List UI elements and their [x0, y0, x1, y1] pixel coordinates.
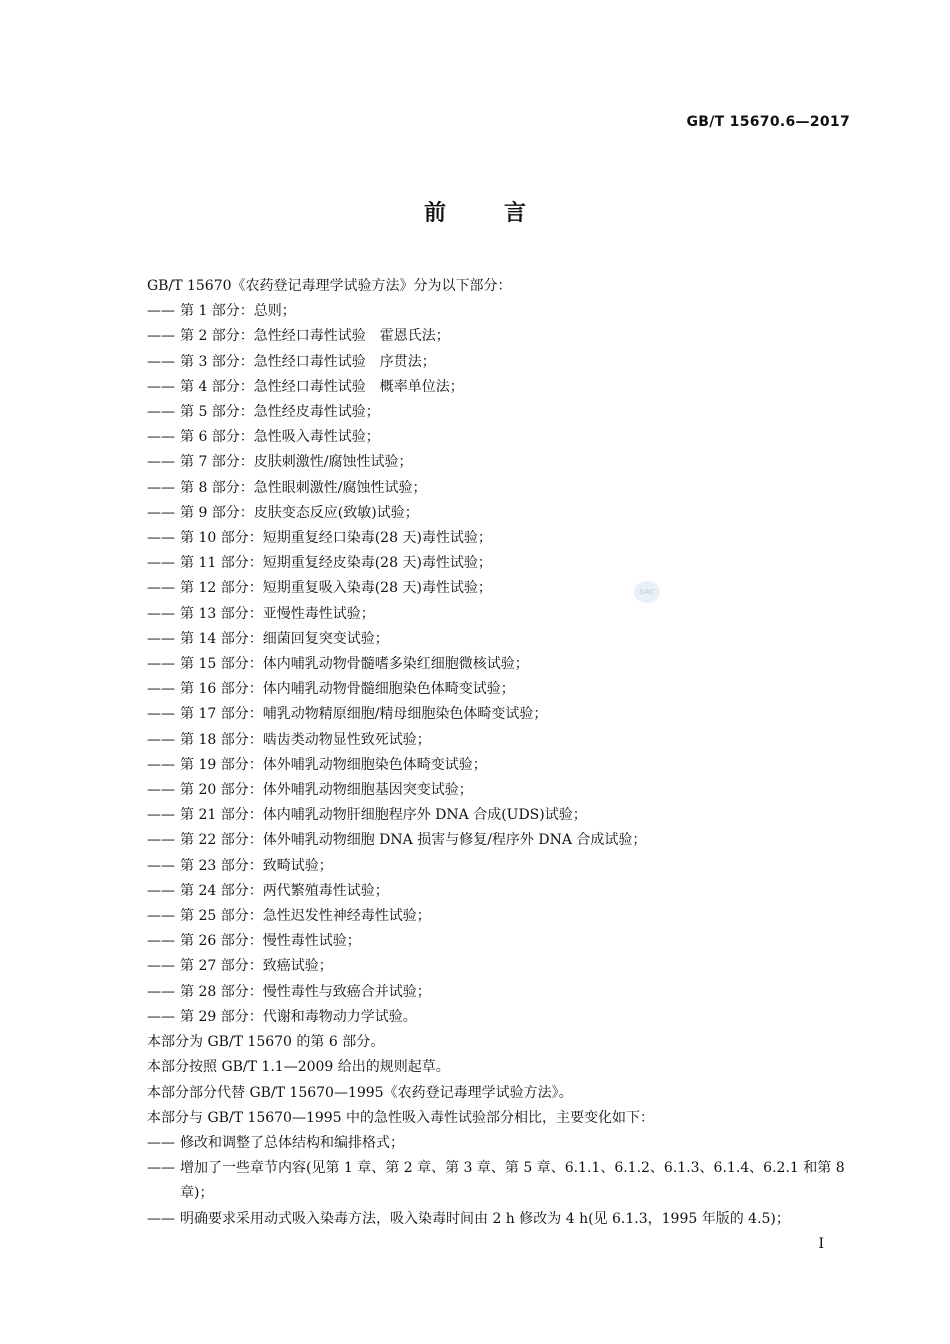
part-list-item: [147, 627, 852, 652]
list-dash: ——: [147, 731, 175, 748]
part-list-item: [147, 904, 852, 929]
part-list-item: [147, 299, 852, 324]
list-dash: ——: [147, 555, 175, 572]
list-dash: ——: [147, 479, 175, 496]
list-dash: ——: [147, 353, 175, 370]
list-item-text: 第 10 部分：短期重复经口染毒(28 天)毒性试验；: [180, 530, 492, 547]
list-item-text: 第 3 部分：急性经口毒性试验 序贯法；: [180, 353, 436, 370]
part-list-item: [147, 400, 852, 425]
statement-paragraph: 本部分按照 GB/T 1.1—2009 给出的规则起草。: [147, 1059, 450, 1076]
list-item-text: 第 22 部分：体外哺乳动物细胞 DNA 损害与修复/程序外 DNA 合成试验；: [180, 832, 647, 849]
list-item-text: 第 12 部分：短期重复吸入染毒(28 天)毒性试验；: [180, 580, 492, 597]
list-dash: ——: [147, 983, 175, 1000]
change-list-item: [147, 1207, 852, 1232]
list-item-text: 第 29 部分：代谢和毒物动力学试验。: [180, 1008, 417, 1025]
part-list-item: [147, 828, 852, 853]
list-item-text: 第 19 部分：体外哺乳动物细胞染色体畸变试验；: [180, 756, 487, 773]
part-list-item: [147, 753, 852, 778]
list-item-text: 增加了一些章节内容(见第 1 章、第 2 章、第 3 章、第 5 章、6.1.1、6.1.2、6.1.3、6.1.4、6.2.1 和第 8 章)；: [180, 1160, 845, 1202]
list-dash: ——: [147, 807, 175, 824]
list-item-text: 第 23 部分：致畸试验；: [180, 857, 333, 874]
list-item-text: 第 28 部分：慢性毒性与致癌合并试验；: [180, 983, 431, 1000]
part-list-item: [147, 803, 852, 828]
list-item-text: 第 15 部分：体内哺乳动物骨髓嗜多染红细胞微核试验；: [180, 656, 529, 673]
list-item-text: 第 21 部分：体内哺乳动物肝细胞程序外 DNA 合成(UDS)试验；: [180, 807, 587, 824]
part-list-item: [147, 350, 852, 375]
list-item-text: 修改和调整了总体结构和编排格式；: [180, 1134, 404, 1151]
list-item-text: 第 25 部分：急性迟发性神经毒性试验；: [180, 908, 431, 925]
list-dash: ——: [147, 706, 175, 723]
part-list-item: [147, 1005, 852, 1030]
part-list-item: [147, 576, 852, 601]
change-list-item: [147, 1131, 852, 1156]
list-item-text: 第 5 部分：急性经皮毒性试验；: [180, 404, 380, 421]
part-list-item: [147, 879, 852, 904]
list-dash: ——: [147, 857, 175, 874]
part-list-item: [147, 954, 852, 979]
list-item-text: 第 26 部分：慢性毒性试验；: [180, 933, 361, 950]
part-list-item: [147, 652, 852, 677]
list-dash: ——: [147, 1210, 175, 1227]
list-item-text: 第 8 部分：急性眼刺激性/腐蚀性试验；: [180, 479, 427, 496]
statement-paragraph: 本部分部分代替 GB/T 15670—1995《农药登记毒理学试验方法》。: [147, 1084, 573, 1101]
list-dash: ——: [147, 580, 175, 597]
list-dash: ——: [147, 782, 175, 799]
list-item-text: 第 20 部分：体外哺乳动物细胞基因突变试验；: [180, 782, 473, 799]
list-dash: ——: [147, 1134, 175, 1151]
list-item-text: 明确要求采用动式吸入染毒方法，吸入染毒时间由 2 h 修改为 4 h(见 6.1.3，1995 年版的 4.5)；: [180, 1210, 790, 1227]
statement-paragraph: 本部分与 GB/T 15670—1995 中的急性吸入毒性试验部分相比，主要变化如下：: [147, 1109, 655, 1126]
list-dash: ——: [147, 303, 175, 320]
list-dash: ——: [147, 429, 175, 446]
list-item-text: 第 4 部分：急性经口毒性试验 概率单位法；: [180, 378, 464, 395]
statements-list: [147, 1030, 852, 1131]
list-dash: ——: [147, 630, 175, 647]
part-list-item: [147, 526, 852, 551]
list-dash: ——: [147, 1008, 175, 1025]
intro-paragraph: GB/T 15670《农药登记毒理学试验方法》分为以下部分：: [147, 278, 512, 294]
list-dash: ——: [147, 908, 175, 925]
list-item-text: 第 14 部分：细菌回复突变试验；: [180, 630, 389, 647]
watermark-logo: SAC: [634, 581, 660, 603]
list-item-text: 第 7 部分：皮肤刺激性/腐蚀性试验；: [180, 454, 413, 471]
list-dash: ——: [147, 1160, 175, 1177]
part-list-item: [147, 854, 852, 879]
list-dash: ——: [147, 882, 175, 899]
parts-list: [147, 299, 852, 1030]
part-list-item: [147, 728, 852, 753]
part-list-item: [147, 450, 852, 475]
part-list-item: [147, 501, 852, 526]
list-item-text: 第 18 部分：啮齿类动物显性致死试验；: [180, 731, 431, 748]
list-item-text: 第 16 部分：体内哺乳动物骨髓细胞染色体畸变试验；: [180, 681, 515, 698]
part-list-item: [147, 980, 852, 1005]
part-list-item: [147, 702, 852, 727]
statement-paragraph: 本部分为 GB/T 15670 的第 6 部分。: [147, 1034, 385, 1051]
list-dash: ——: [147, 454, 175, 471]
list-item-text: 第 13 部分：亚慢性毒性试验；: [180, 605, 375, 622]
list-dash: ——: [147, 933, 175, 950]
change-list-item: [147, 1156, 852, 1206]
page-title: 前言: [423, 201, 584, 226]
part-list-item: [147, 324, 852, 349]
list-item-text: 第 6 部分：急性吸入毒性试验；: [180, 429, 380, 446]
list-item-text: 第 24 部分：两代繁殖毒性试验；: [180, 882, 389, 899]
list-dash: ——: [147, 756, 175, 773]
list-item-text: 第 27 部分：致癌试验；: [180, 958, 333, 975]
header-standard-code: GB/T 15670.6—2017: [686, 114, 850, 130]
list-dash: ——: [147, 504, 175, 521]
part-list-item: [147, 778, 852, 803]
list-dash: ——: [147, 530, 175, 547]
list-dash: ——: [147, 605, 175, 622]
list-dash: ——: [147, 378, 175, 395]
part-list-item: [147, 602, 852, 627]
list-item-text: 第 1 部分：总则；: [180, 303, 296, 320]
document-body: [147, 274, 852, 1232]
list-dash: ——: [147, 958, 175, 975]
part-list-item: [147, 425, 852, 450]
changes-list: [147, 1131, 852, 1232]
list-dash: ——: [147, 656, 175, 673]
list-item-text: 第 9 部分：皮肤变态反应(致敏)试验；: [180, 504, 419, 521]
list-dash: ——: [147, 832, 175, 849]
part-list-item: [147, 551, 852, 576]
list-item-text: 第 17 部分：哺乳动物精原细胞/精母细胞染色体畸变试验；: [180, 706, 548, 723]
list-item-text: 第 2 部分：急性经口毒性试验 霍恩氏法；: [180, 328, 450, 345]
part-list-item: [147, 677, 852, 702]
part-list-item: [147, 375, 852, 400]
list-dash: ——: [147, 328, 175, 345]
list-item-text: 第 11 部分：短期重复经皮染毒(28 天)毒性试验；: [180, 555, 492, 572]
list-dash: ——: [147, 404, 175, 421]
part-list-item: [147, 929, 852, 954]
part-list-item: [147, 476, 852, 501]
page-number: I: [818, 1236, 824, 1252]
list-dash: ——: [147, 681, 175, 698]
